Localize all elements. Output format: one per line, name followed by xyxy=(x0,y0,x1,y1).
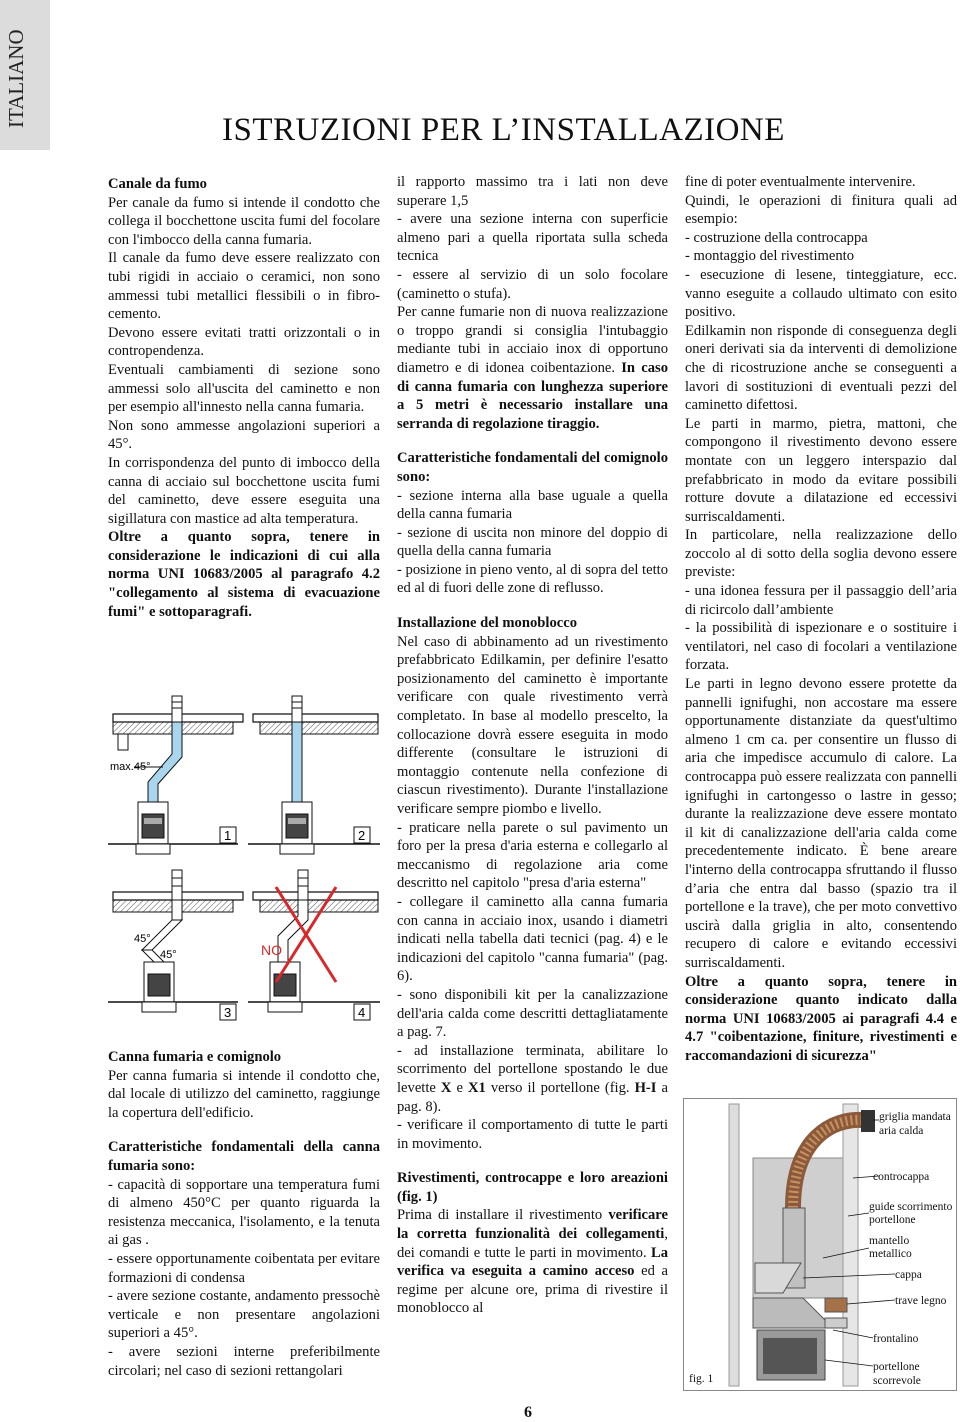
text: , dei comandi e tutte le parti in movimento. xyxy=(397,1226,668,1261)
list-item: - una idonea fessura per il passaggio dell’aria di ricircolo dall’ambiente xyxy=(685,583,957,618)
list-item xyxy=(397,1042,668,1116)
paragraph: il rapporto massimo tra i lati non deve superare 1,5 xyxy=(397,174,668,209)
list-item: - costruzione della controcappa xyxy=(685,229,868,246)
list-item: - sezione interna alla base uguale a quella della canna fumaria xyxy=(397,487,668,523)
paragraph xyxy=(397,1206,668,1318)
label-max-45: max.45° xyxy=(110,761,151,773)
paragraph-bold: Oltre a quanto sopra, tenere in considerazione quanto indicato dalla norma UNI 10683/2005 ai paragrafi 4.4 e 4.7 "coibentazione, finiture, rivestimenti e raccomandazioni di sicurezza" xyxy=(685,973,957,1064)
flue-diagrams-figure xyxy=(108,692,380,1032)
text: e xyxy=(451,1079,468,1096)
list-item: - avere una sezione interna con superficie almeno pari a quella riportata sulla scheda tecnica xyxy=(397,211,668,265)
text: ed a regime per alcune ore, prima di rivestire il monoblocco al xyxy=(397,1263,668,1317)
label-cappa: cappa xyxy=(895,1269,922,1281)
paragraph: Nel caso di abbinamento ad un rivestimento prefabbricato Edilkamin, per definire l'esatto posizionamento del caminetto è importante verificare con quale rivestimento verrà completato. In base al modello prescelto, la collocazione dovrà essere eseguita in modo differente (consultare le istruzioni di montaggio contenute nella confezione di ciascun rivestimento). Durante l'installazione verificare sempre piombo e livello. xyxy=(397,633,668,817)
text: verso il portellone (fig. xyxy=(485,1079,635,1096)
paragraph: Edilkamin non risponde di conseguenza degli oneri derivati sia da interventi di demolizione che di ricostruzione anche se conseguenti a lavori di sostituzioni di eventuali pezzi del caminetto difettosi. xyxy=(685,322,957,414)
list-item: - verificare il comportamento di tutte le parti in movimento. xyxy=(397,1117,668,1152)
paragraph xyxy=(397,303,668,433)
paragraph: Per canale da fumo si intende il condotto che collega il bocchettone uscita fumi del focolare con l'imbocco della canna fumaria. xyxy=(108,194,380,248)
text: - ad installazione terminata, abilitare lo scorrimento del portellone spostando le due levette xyxy=(397,1042,668,1096)
page-title: ISTRUZIONI PER L’INSTALLAZIONE xyxy=(222,112,785,148)
paragraph: Quindi, le operazioni di finitura quali ad esempio: xyxy=(685,192,957,228)
column-1-bottom xyxy=(108,1048,380,1380)
label-frontalino: frontalino xyxy=(873,1333,919,1345)
list-item: - la possibilità di ispezionare e o sostituire i ventilatori, nel caso di focolari a ventilazione forzata. xyxy=(685,620,957,674)
heading-canna-fumaria: Canna fumaria e comignolo xyxy=(108,1049,282,1065)
paragraph: Eventuali cambiamenti di sezione sono ammessi solo all'uscita del caminetto e non per esempio all'innesto nella canna fumaria. xyxy=(108,361,380,416)
diagram-number-1: 1 xyxy=(224,828,232,843)
diagram-number-3: 3 xyxy=(224,1005,232,1020)
text: a pag. 8). xyxy=(397,1079,668,1115)
paragraph-bold: Oltre a quanto sopra, tenere in considerazione le indicazioni di cui alla norma UNI 10683/2005 al paragrafo 4.2 "collegamento al sistema di evacuazione fumi" e sottoparagrafi. xyxy=(108,529,380,620)
label-45-upper: 45° xyxy=(134,933,151,945)
heading-caratteristiche-canna: Caratteristiche fondamentali della canna fumaria sono: xyxy=(108,1139,380,1174)
diagram-number-4: 4 xyxy=(358,1005,366,1020)
heading-installazione-monoblocco: Installazione del monoblocco xyxy=(397,615,577,632)
diagram-2 xyxy=(248,696,380,854)
text-bold: La verifica va eseguita a camino acceso xyxy=(397,1244,668,1280)
figure-caption: fig. 1 xyxy=(689,1373,714,1385)
column-1 xyxy=(108,175,380,621)
list-item: - montaggio del rivestimento xyxy=(685,248,855,265)
label-griglia-1: griglia mandata xyxy=(879,1111,951,1123)
label-griglia-2: aria calda xyxy=(879,1125,924,1137)
text-bold: X1 xyxy=(468,1079,486,1096)
label-trave: trave legno xyxy=(895,1295,947,1307)
paragraph: Non sono ammesse angolazioni superiori a 45°. xyxy=(108,417,380,453)
diagram-4 xyxy=(248,870,380,1020)
label-no: NO xyxy=(261,942,282,958)
list-item: - posizione in pieno vento, al di sopra del tetto ed al di fuori delle zone di reflusso. xyxy=(397,561,668,597)
column-2 xyxy=(397,173,668,1318)
text: Per canne fumarie non di nuova realizzazione o troppo grandi si consiglia l'intubaggio mediante tubi in acciaio inox di opportuno diametro e di idonea coibentazione. xyxy=(397,304,668,376)
label-controcappa: controcappa xyxy=(873,1171,930,1183)
label-guide-2: portellone xyxy=(869,1214,916,1226)
label-mantello-1: mantello xyxy=(869,1235,910,1247)
label-portellone-1: portellone xyxy=(873,1361,920,1373)
heading-canale-da-fumo: Canale da fumo xyxy=(108,176,207,192)
list-item: - avere sezione costante, andamento pressochè verticale e non presentare angolazioni superiori a 45°. xyxy=(108,1288,380,1342)
text-bold: H-I xyxy=(634,1079,657,1096)
text-bold: In caso di canna fumaria con lunghezza superiore a 5 metri è necessario installare una serranda di regolazione tiraggio. xyxy=(397,359,668,432)
diagram-3 xyxy=(108,870,243,1020)
list-item: - sono disponibili kit per la canalizzazione dell'aria calda come descritti dettagliatamente a pag. 7. xyxy=(397,986,668,1041)
diagram-1 xyxy=(108,696,243,854)
heading-caratteristiche-comignolo: Caratteristiche fondamentali del comignolo sono: xyxy=(397,450,668,485)
list-item: - collegare il caminetto alla canna fumaria con canna in acciaio inox, usando i diametri indicati nella tabella dati tecnici (pag. 4) e le indicazioni del capitolo "canna fumaria" (pag. 6). xyxy=(397,893,668,985)
paragraph: Per canna fumaria si intende il condotto che, dal locale di utilizzo del caminetto, raggiunge la copertura dell'edificio. xyxy=(108,1067,380,1121)
list-item: - praticare nella parete o sul pavimento un foro per la presa d'aria esterna e collegarlo al meccanismo di regolazione aria come descritto nel capitolo "presa d'aria esterna" xyxy=(397,819,668,892)
list-item: - essere opportunamente coibentata per evitare formazioni di condensa xyxy=(108,1250,380,1286)
list-item: - avere sezioni interne preferibilmente circolari; nel caso di sezioni rettangolari xyxy=(108,1343,380,1379)
paragraph: Devono essere evitati tratti orizzontali o in contropendenza. xyxy=(108,324,380,360)
label-portellone-2: scorrevole xyxy=(873,1375,921,1387)
list-item: - essere al servizio di un solo focolare (caminetto o stufa). xyxy=(397,266,668,302)
paragraph: Le parti in marmo, pietra, mattoni, che compongono il rivestimento devono essere montate con un leggero interspazio dal prefabbricato in modo da evitare possibili rotture dovute a dilatazione ed eccessivi surriscaldamenti. xyxy=(685,415,957,525)
list-item: - esecuzione di lesene, tinteggiature, ecc. vanno eseguite a collaudo ultimato con esito positivo. xyxy=(685,266,957,321)
fireplace-section-figure xyxy=(683,1098,957,1392)
paragraph: Le parti in legno devono essere protette da pannelli ignifughi, non accostare ma essere opportunamente distanziate da quest'ultimo almeno 1 cm ca. per consentire un flusso di aria che impedisce accumulo di calore. La controcappa può essere realizzata con pannelli ignifughi in cartongesso o lastre in gesso; durante la realizzazione deve essere montato il kit di canalizzazione dell'aria calda come precedentemente indicato. È bene areare l'interno della controcappa sfruttando il flusso d’aria che entra dal basso (spazio tra il portellone e la trave), che per moto convettivo uscirà dalla griglia in alto, consentendo recupero di calore e evitando eccessivi surriscaldamenti. xyxy=(685,676,957,971)
list-item: - capacità di sopportare una temperatura fumi di almeno 450°C per quanto riguarda la resistenza meccanica, l'isolamento, e la tenuta ai gas . xyxy=(108,1176,380,1249)
page-number: 6 xyxy=(524,1404,532,1421)
label-45-lower: 45° xyxy=(160,949,177,961)
diagram-number-2: 2 xyxy=(358,828,366,843)
paragraph: Il canale da fumo deve essere realizzato con tubi rigidi in acciaio o ceramici, non sono ammessi tubi metallici flessibili o in fibro-cemento. xyxy=(108,250,380,323)
list-item: - sezione di uscita non minore del doppio di quella della canna fumaria xyxy=(397,524,668,560)
label-mantello-2: metallico xyxy=(869,1248,912,1260)
heading-rivestimenti: Rivestimenti, controcappe e loro areazioni (fig. 1) xyxy=(397,1170,668,1205)
language-tab-label: ITALIANO xyxy=(4,29,28,128)
column-3 xyxy=(685,173,957,1066)
language-tab xyxy=(0,0,50,150)
label-guide-1: guide scorrimento xyxy=(869,1201,953,1213)
paragraph: fine di poter eventualmente intervenire. xyxy=(685,174,916,190)
text-bold: verificare la corretta funzionalità dei collegamenti xyxy=(397,1207,668,1243)
paragraph: In corrispondenza del punto di imbocco della canna di acciaio sul bocchettone uscita fumi del caminetto, deve essere eseguita una sigillatura con mastice ad alta temperatura. xyxy=(108,454,380,527)
paragraph: In particolare, nella realizzazione dello zoccolo al di sotto della soglia devono essere previste: xyxy=(685,527,957,581)
text: Prima di installare il rivestimento xyxy=(397,1207,609,1224)
text-bold: X xyxy=(440,1079,452,1096)
